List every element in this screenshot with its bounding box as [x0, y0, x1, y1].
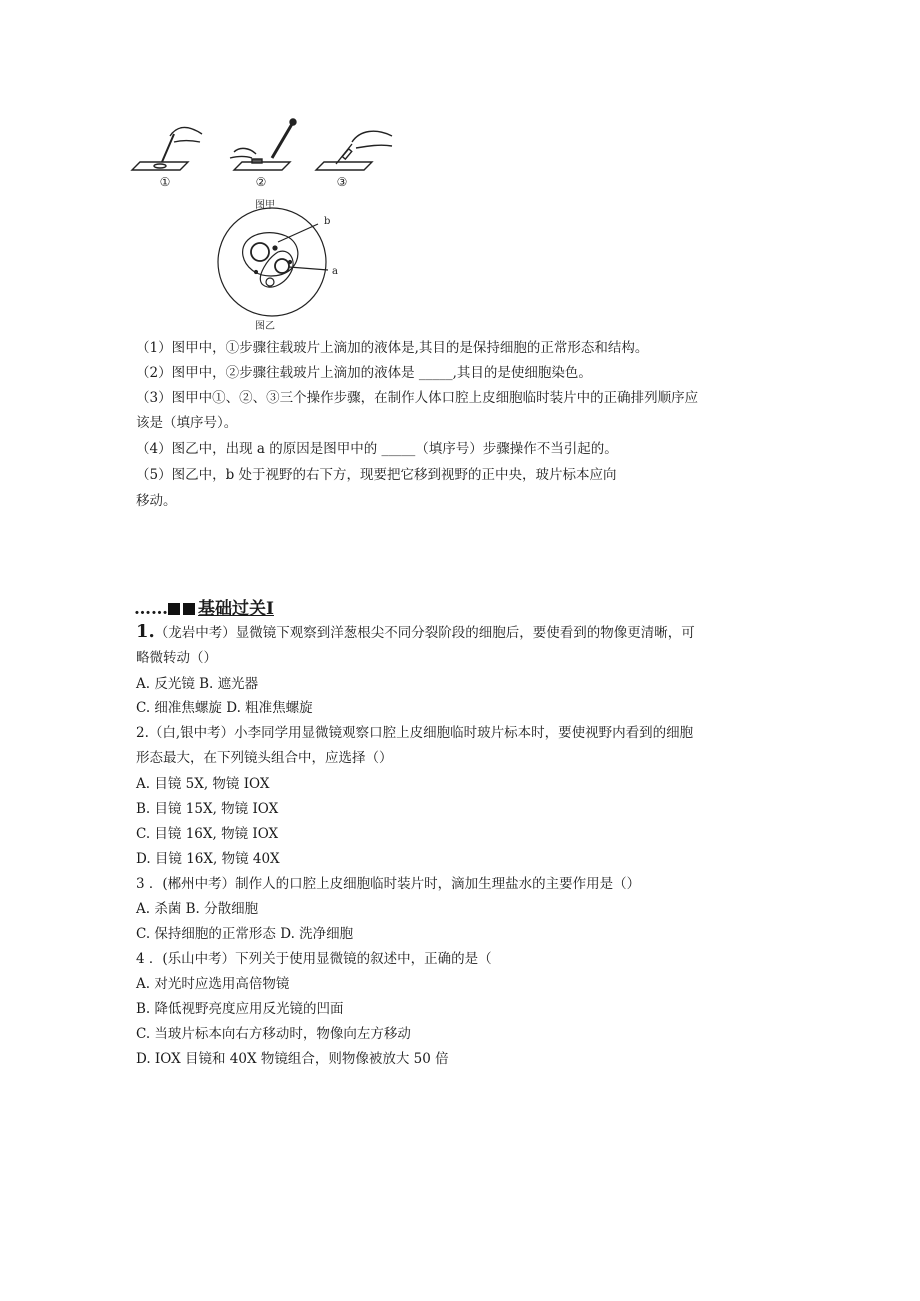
q3-options-cd: C. 保持细胞的正常形态 D. 洗净细胞	[136, 926, 354, 942]
step-3-illustration	[316, 131, 392, 170]
caption-jia: 图甲	[255, 200, 275, 211]
q1-options-ab: A. 反光镜 B. 遮光器	[136, 676, 259, 692]
q2-option-b: B. 目镜 15X, 物镜 IOX	[136, 801, 279, 817]
q1-number: 1.	[136, 621, 155, 642]
question-item-4: （4）图乙中，出现 a 的原因是图甲中的 _____（填序号）步骤操作不当引起的。	[136, 441, 618, 457]
step-label-2: ②	[255, 175, 267, 189]
heading-dots: ……	[134, 599, 168, 619]
step-label-3: ③	[336, 175, 348, 189]
q4-option-a: A. 对光时应选用高倍物镜	[136, 976, 290, 992]
square-icon	[168, 603, 180, 615]
q4-option-c: C. 当玻片标本向右方移动时，物像向左方移动	[136, 1026, 411, 1042]
step-label-1: ①	[159, 175, 171, 189]
question-item-3: （3）图甲中①、②、③三个操作步骤，在制作人体口腔上皮细胞临时装片中的正确排列顺序应	[136, 390, 699, 406]
q2-option-a: A. 目镜 5X, 物镜 IOX	[136, 776, 270, 792]
microscope-field-view	[218, 208, 331, 316]
question-item-5: （5）图乙中，b 处于视野的右下方，现要把它移到视野的正中央，玻片标本应向	[136, 467, 617, 483]
q1-line2: 略微转动（）	[136, 650, 217, 666]
step-2-illustration	[230, 119, 296, 170]
q4-option-b: B. 降低视野亮度应用反光镜的凹面	[136, 1001, 344, 1017]
question-item-3-cont: 该是（填序号）。	[136, 415, 238, 431]
q3-line1: 3 ．(郴州中考）制作人的口腔上皮细胞临时装片时，滴加生理盐水的主要作用是（）	[136, 876, 641, 892]
question-item-2: （2）图甲中，②步骤往载玻片上滴加的液体是 _____,其目的是使细胞染色。	[136, 365, 592, 381]
q2-line1: 2.（白,银中考）小李同学用显微镜观察口腔上皮细胞临时玻片标本时，要使视野内看到的细胞	[136, 725, 694, 741]
square-icon	[183, 603, 195, 615]
label-b: b	[324, 216, 331, 227]
q1-options-cd: C. 细准焦螺旋 D. 粗准焦螺旋	[136, 700, 313, 716]
question-item-1: （1）图甲中，①步骤往载玻片上滴加的液体是,其目的是保持细胞的正常形态和结构。	[136, 340, 649, 356]
label-a: a	[332, 266, 338, 277]
section-heading	[134, 594, 274, 619]
question-item-5-cont: 移动。	[136, 493, 177, 509]
q1-line1	[136, 621, 695, 642]
biology-figure	[130, 112, 420, 334]
q2-option-c: C. 目镜 16X, 物镜 IOX	[136, 826, 279, 842]
step-1-illustration	[132, 128, 202, 171]
q4-option-d: D. IOX 目镜和 40X 物镜组合，则物像被放大 50 倍	[136, 1051, 449, 1067]
q2-line2: 形态最大，在下列镜头组合中，应选择（）	[136, 750, 393, 766]
q4-line1: 4 ．(乐山中考）下列关于使用显微镜的叙述中，正确的是（	[136, 951, 492, 967]
heading-suffix: I	[266, 599, 274, 619]
q3-options-ab: A. 杀菌 B. 分散细胞	[136, 901, 259, 917]
q1-text: （龙岩中考）显微镜下观察到洋葱根尖不同分裂阶段的细胞后，要使看到的物像更清晰，可	[154, 625, 695, 641]
caption-yi: 图乙	[255, 321, 275, 332]
q2-option-d: D. 目镜 16X, 物镜 40X	[136, 851, 280, 867]
heading-title: 基础过关	[198, 599, 266, 619]
